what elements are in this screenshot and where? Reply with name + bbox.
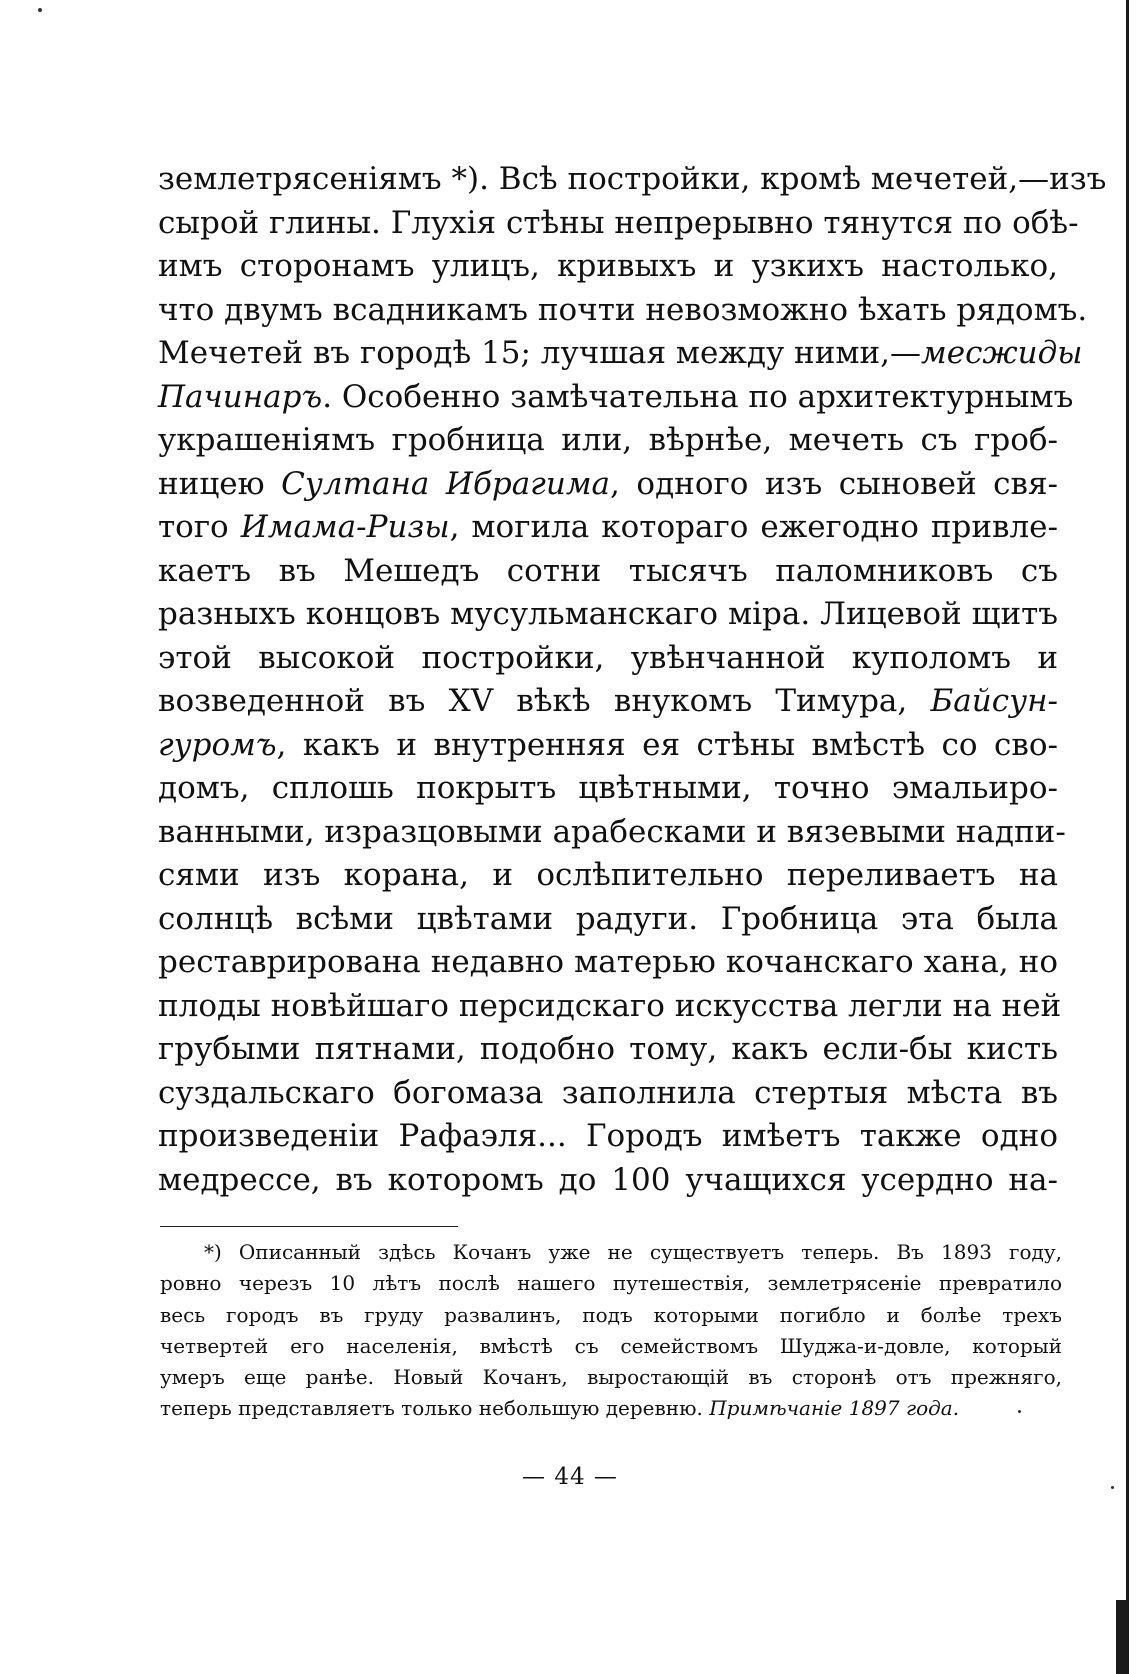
italic-sultan-name: Султана Ибрагима — [281, 465, 611, 502]
text-line: сырой глины. Глухія стѣны непрерывно тянутся по обѣ- — [158, 204, 1079, 241]
text-line: ванными, изразцовыми арабесками и вязевыми надпи- — [158, 813, 1066, 850]
footnote-line: теперь представляетъ только небольшую деревню. Примѣчаніе 1897 года. — [160, 1396, 960, 1421]
page-edge-shadow — [1126, 0, 1129, 1674]
main-text — [158, 158, 1107, 1202]
text-line: реставрирована недавно матерью кочанскаго хана, но — [158, 944, 1058, 980]
text-line: этой высокой постройки, увѣнчанной куполомъ и — [158, 639, 1058, 676]
text-line: грубыми пятнами, подобно тому, какъ если-бы кисть — [158, 1031, 1058, 1067]
footnote — [160, 1237, 1062, 1425]
text-line: сями изъ корана, и ослѣпительно переливаетъ на — [158, 857, 1058, 893]
italic-mosque-name-cont: Пачинаръ — [158, 378, 323, 415]
text-line: того Имама-Ризы, могила котораго ежегодно привле- — [158, 509, 1058, 545]
text-line: каетъ въ Мешедъ сотни тысячъ паломниковъ съ — [158, 552, 1058, 589]
italic-mosque-name: месжиды — [921, 335, 1083, 371]
text-line: ницею Султана Ибрагима, одного изъ сыновей свя- — [158, 465, 1058, 502]
footnote-line: умеръ еще ранѣе. Новый Кочанъ, выростающій въ сторонѣ отъ прежняго, — [160, 1365, 1062, 1390]
page-edge-blot — [1116, 1600, 1126, 1674]
footnote-line: *) Описанный здѣсь Кочанъ уже не существуетъ теперь. Въ 1893 году, — [204, 1240, 1062, 1264]
text-line: разныхъ концовъ мусульманскаго міра. Лицевой щитъ — [158, 596, 1058, 632]
page-number: — 44 — — [522, 1464, 618, 1490]
text-line: суздальскаго богомаза заполнила стертыя мѣста въ — [158, 1074, 1058, 1111]
footnote-line: весь городъ въ груду развалинъ, подъ которыми погибло и болѣе трехъ — [160, 1302, 1062, 1327]
text-line: что двумъ всадникамъ почти невозможно ѣхать рядомъ. — [158, 291, 1088, 328]
italic-imam-name: Имама-Ризы — [240, 509, 450, 545]
text-line: украшеніямъ гробница или, вѣрнѣе, мечеть съ гроб- — [158, 422, 1058, 458]
text-line: солнцѣ всѣми цвѣтами радуги. Гробница эта была — [158, 900, 1058, 937]
italic-baysun-name: Байсун- — [930, 683, 1058, 719]
footnote-line: ровно черезъ 10 лѣтъ послѣ нашего путешествія, землетрясеніе превратило — [160, 1271, 1062, 1296]
footnote-note-italic: Примѣчаніе 1897 года. — [709, 1396, 960, 1421]
footnote-line: четвертей его населенія, вмѣстѣ съ семействомъ Шуджа-и-довле, который — [160, 1333, 1062, 1358]
text-line: имъ сторонамъ улицъ, кривыхъ и узкихъ настолько, — [158, 248, 1058, 284]
text-line: плоды новѣйшаго персидскаго искусства легли на ней — [158, 987, 1062, 1024]
ink-speck — [38, 8, 42, 12]
italic-baysun-name-cont: гуромъ — [158, 726, 277, 763]
text-line: медрессе, въ которомъ до 100 учащихся усердно на- — [158, 1161, 1058, 1198]
text-line: произведеніи Рафаэля... Городъ имѣетъ также одно — [158, 1118, 1058, 1154]
footnote-divider — [160, 1226, 458, 1227]
text-line: возведенной въ XV вѣкѣ внукомъ Тимура, Байсун- — [158, 683, 1058, 719]
text-line: Мечетей въ городѣ 15; лучшая между ними,—месжиды — [158, 335, 1083, 371]
text-line: Пачинаръ. Особенно замѣчательна по архитектурнымъ — [158, 378, 1074, 415]
text-line: землетрясеніямъ *). Всѣ постройки, кромѣ мечетей,—изъ — [158, 161, 1107, 197]
text-line: гуромъ, какъ и внутренняя ея стѣны вмѣстѣ со сво- — [158, 726, 1058, 763]
text-line: домъ, сплошь покрытъ цвѣтными, точно эмальиро- — [158, 770, 1058, 806]
